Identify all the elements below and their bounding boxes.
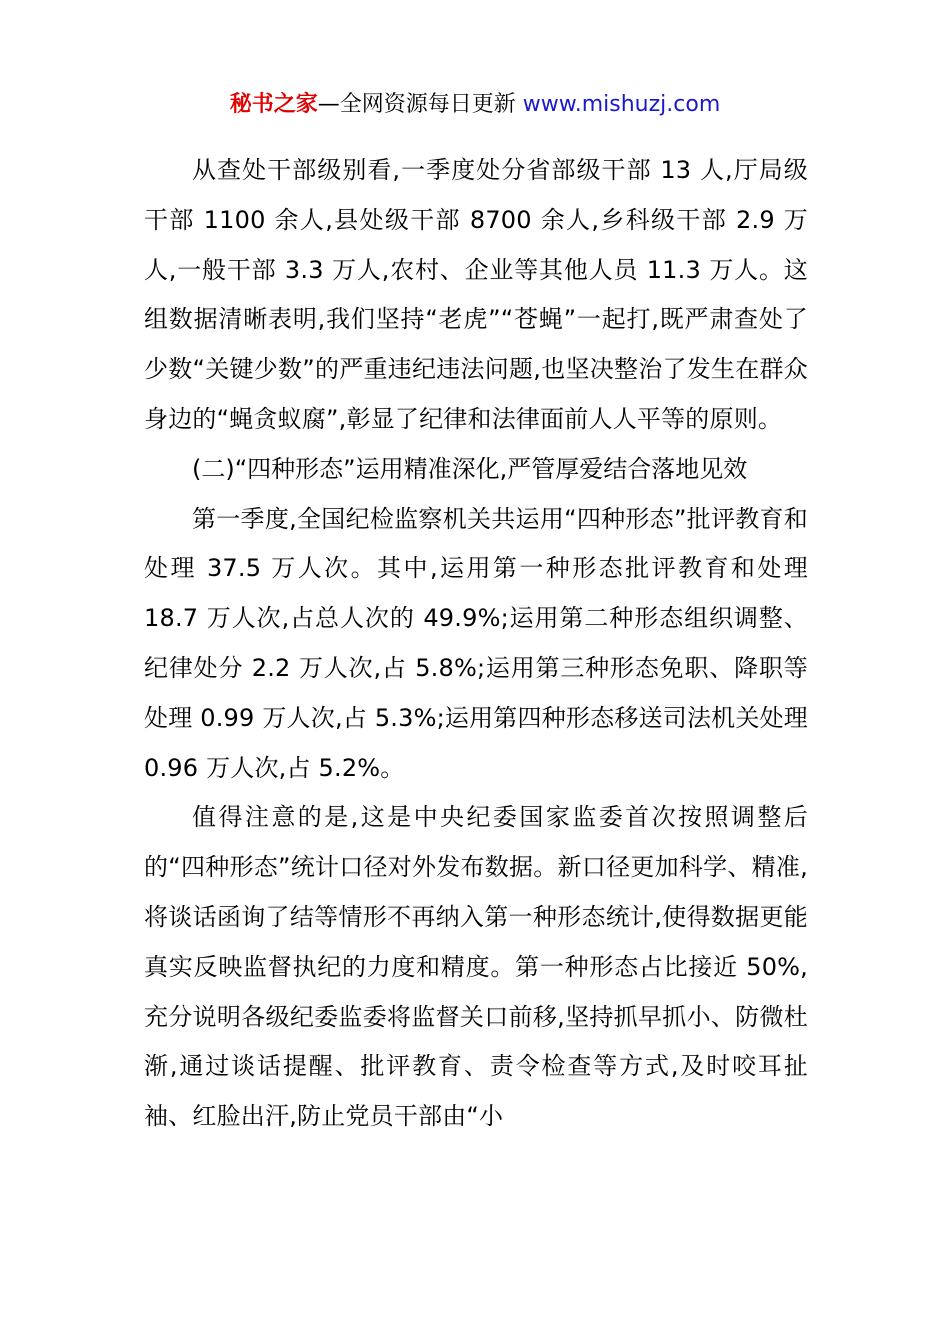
header-tagline: —全网资源每日更新	[317, 92, 516, 117]
site-url-link[interactable]: www.mishuzj.com	[522, 92, 721, 117]
document-body	[144, 146, 808, 1142]
site-header	[0, 88, 950, 122]
section-heading-four-forms: (二)“四种形态”运用精准深化,严管厚爱结合落地见效	[192, 454, 748, 483]
paragraph-four-forms-stats: 第一季度,全国纪检监察机关共运用“四种形态”批评教育和处理 37.5 万人次。其中,运用第一种形态批评教育和处理 18.7 万人次,占总人次的 49.9%;运用第二种形态组织调整、纪律处分 2.2 万人次,占 5.8%;运用第三种形态免职、降职等处理 0.99 万人次,占 5.3%;运用第四种形态移送司法机关处理 0.96 万人次,占 5.2%。	[144, 504, 808, 782]
brand-name: 秘书之家	[229, 92, 318, 117]
paragraph-cadre-levels: 从查处干部级别看,一季度处分省部级干部 13 人,厅局级干部 1100 余人,县处级干部 8700 余人,乡科级干部 2.9 万人,一般干部 3.3 万人,农村、企业等其他人员 11.3 万人。这组数据清晰表明,我们坚持“老虎”“苍蝇”一起打,既严肃查处了少数“关键少数”的严重违纪违法问题,也坚决整治了发生在群众身边的“蝇贪蚁腐”,彰显了纪律和法律面前人人平等的原则。	[144, 156, 808, 433]
paragraph-new-statistical-caliber: 值得注意的是,这是中央纪委国家监委首次按照调整后的“四种形态”统计口径对外发布数据。新口径更加科学、精准,将谈话函询了结等情形不再纳入第一种形态统计,使得数据更能真实反映监督执纪的力度和精度。第一种形态占比接近 50%,充分说明各级纪委监委将监督关口前移,坚持抓早抓小、防微杜渐,通过谈话提醒、批评教育、责令检查等方式,及时咬耳扯袖、红脸出汗,防止党员干部由“小	[144, 803, 808, 1131]
